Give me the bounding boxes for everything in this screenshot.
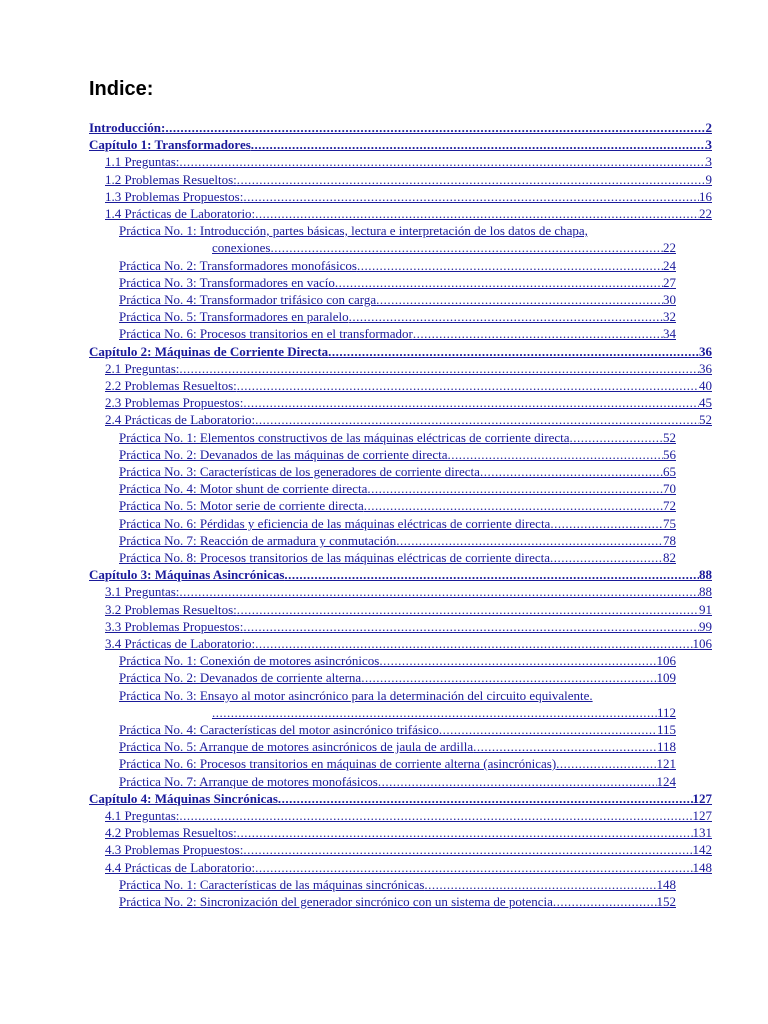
toc-page-number: 118 [656,739,676,754]
toc-page-number: 112 [656,705,676,720]
toc-practice-link[interactable] [119,325,676,342]
toc-page-number: 148 [692,860,712,875]
toc-section-link[interactable] [105,601,712,618]
toc-page-number: 3 [705,154,712,169]
toc-leader-dots [328,343,699,360]
toc-entry-text: Práctica No. 4: Motor shunt de corriente directa [119,481,368,496]
toc-page-number: 70 [663,481,676,496]
toc-page-number: 32 [663,309,676,324]
toc-leader-dots [335,274,663,291]
toc-entry-text: Práctica No. 3: Transformadores en vacío [119,275,335,290]
toc-entry-text: Práctica No. 2: Sincronización del generador sincrónico con un sistema de potencia [119,894,553,909]
toc-leader-dots [364,497,663,514]
toc-leader-dots [396,532,663,549]
toc-entry-text: 1.1 Preguntas: [105,154,180,169]
toc-entry-text: Práctica No. 5: Arranque de motores asincrónicos de jaula de ardilla [119,739,474,754]
toc-leader-dots [243,188,699,205]
toc-section-link[interactable] [105,618,712,635]
toc-leader-dots [379,652,656,669]
toc-entry-text: Práctica No. 5: Motor serie de corriente directa [119,498,364,513]
toc-page-number: 142 [692,842,712,857]
toc-section-link[interactable] [105,205,712,222]
toc-entry-text: 3.3 Problemas Propuestos: [105,619,244,634]
toc-page-number: 109 [656,670,676,685]
toc-page-number: 45 [699,395,712,410]
toc-entry-text: Práctica No. 1: Elementos constructivos de las máquinas eléctricas de corriente directa [119,430,570,445]
toc-leader-dots [439,721,657,738]
toc-entry-text: 2.1 Preguntas: [105,361,180,376]
toc-section-link[interactable] [105,635,712,652]
toc-entry-text: Práctica No. 5: Transformadores en paralelo [119,309,349,324]
toc-page-number: 72 [663,498,676,513]
toc-leader-dots [349,308,663,325]
toc-page-number: 27 [663,275,676,290]
toc-page-number: 88 [699,584,712,599]
toc-entry-text: Práctica No. 2: Devanados de las máquinas de corriente directa [119,447,448,462]
toc-section-link[interactable] [105,583,712,600]
toc-leader-dots [251,136,706,153]
toc-practice-link[interactable] [119,893,676,910]
toc-page-number: 78 [663,533,676,548]
toc-leader-dots [480,463,663,480]
toc-practice-link[interactable] [119,876,676,893]
toc-section-link[interactable] [105,824,712,841]
toc-leader-dots [556,755,656,772]
toc-entry-text: 2.3 Problemas Propuestos: [105,395,244,410]
toc-leader-dots [255,411,699,428]
toc-page-number: 3 [705,137,712,152]
toc-leader-dots [550,515,663,532]
toc-leader-dots [550,549,663,566]
toc-entry-text: Práctica No. 1: Introducción, partes básicas, lectura e interpretación de los datos de chapa, [119,223,588,238]
toc-leader-dots [473,738,657,755]
toc-page-number: 127 [692,808,712,823]
toc-page-number: 22 [699,206,712,221]
toc-leader-dots [278,790,693,807]
toc-entry-text: Práctica No. 8: Procesos transitorios de las máquinas eléctricas de corriente directa [119,550,551,565]
toc-practice-link[interactable] [119,755,676,772]
toc-leader-dots [243,394,699,411]
toc-entry-text: 4.1 Preguntas: [105,808,180,823]
toc-leader-dots [361,669,656,686]
toc-leader-dots [378,773,657,790]
toc-entry-text: Capítulo 1: Transformadores [89,137,251,152]
toc-page-number: 91 [699,602,712,617]
toc-entry-text: 2.2 Problemas Resueltos: [105,378,237,393]
toc-leader-dots [179,583,699,600]
toc-entry-text: Práctica No. 6: Procesos transitorios en el transformador [119,326,413,341]
toc-leader-dots [179,807,692,824]
toc-practice-link[interactable] [119,549,676,566]
toc-entry-text: 4.4 Prácticas de Laboratorio: [105,860,256,875]
toc-leader-dots [424,876,656,893]
toc-page-number: 56 [663,447,676,462]
toc-entry-text: Práctica No. 2: Devanados de corriente alterna [119,670,362,685]
toc-leader-dots [237,377,699,394]
toc-leader-dots [243,841,692,858]
toc-page-number: 131 [692,825,712,840]
toc-leader-dots [237,601,699,618]
toc-page-number: 24 [663,258,676,273]
toc-practice-link[interactable] [212,239,676,256]
toc-page-number: 36 [699,361,712,376]
index-title: Indice: [89,78,154,100]
toc-section-link[interactable] [105,807,712,824]
toc-entry-text: Capítulo 3: Máquinas Asincrónicas [89,567,285,582]
toc-practice-link[interactable] [119,429,676,446]
toc-page-number: 16 [699,189,712,204]
toc-entry-text: Práctica No. 6: Pérdidas y eficiencia de las máquinas eléctricas de corriente directa [119,516,551,531]
toc-practice-link[interactable] [119,463,676,480]
toc-section-link[interactable] [105,360,712,377]
toc-practice-link[interactable] [119,446,676,463]
toc-page-number: 115 [656,722,676,737]
toc-page-number: 106 [692,636,712,651]
toc-leader-dots [212,704,657,721]
toc-practice-link[interactable] [119,669,676,686]
toc-practice-link[interactable] [119,222,676,239]
toc-page-number: 40 [699,378,712,393]
toc-page-number: 22 [663,240,676,255]
toc-page-number: 36 [699,344,712,359]
toc-leader-dots [237,824,693,841]
toc-page-number: 30 [663,292,676,307]
toc-page-number: 34 [663,326,676,341]
toc-page-number: 124 [656,774,676,789]
toc-leader-dots [179,153,705,170]
toc-entry-text: 1.2 Problemas Resueltos: [105,172,237,187]
toc-entry-text: Práctica No. 7: Reacción de armadura y conmutación [119,533,397,548]
toc-section-link[interactable] [105,859,712,876]
toc-page-number: 9 [705,172,712,187]
toc-practice-link[interactable] [119,532,676,549]
toc-leader-dots [447,446,663,463]
toc-leader-dots [165,119,705,136]
toc-practice-link[interactable] [119,773,676,790]
toc-leader-dots [376,291,663,308]
toc-section-link[interactable] [105,188,712,205]
toc-section-link[interactable] [105,394,712,411]
toc-leader-dots [570,429,664,446]
toc-chapter-link[interactable] [89,790,712,807]
toc-section-link[interactable] [105,171,712,188]
toc-entry-text: Introducción: [89,120,166,135]
toc-leader-dots [179,360,699,377]
toc-page-number: 148 [656,877,676,892]
toc-leader-dots [237,171,706,188]
toc-leader-dots [367,480,663,497]
toc-entry-text: 3.2 Problemas Resueltos: [105,602,237,617]
toc-entry-text: 4.3 Problemas Propuestos: [105,842,244,857]
toc-entry-text: Práctica No. 1: Conexión de motores asincrónicos [119,653,380,668]
toc-section-link[interactable] [105,377,712,394]
toc-section-link[interactable] [105,153,712,170]
toc-leader-dots [553,893,657,910]
toc-chapter-link[interactable] [89,566,712,583]
toc-practice-link[interactable] [119,274,676,291]
toc-page-number: 152 [656,894,676,909]
toc-practice-link[interactable] [119,257,676,274]
toc-page-number: 127 [692,791,712,806]
toc-entry-text: 2.4 Prácticas de Laboratorio: [105,412,256,427]
toc-entry-text: Práctica No. 6: Procesos transitorios en máquinas de corriente alterna (asincrónicas) [119,756,557,771]
toc-entry-text: Práctica No. 1: Características de las máquinas sincrónicas [119,877,425,892]
toc-entry-text: Capítulo 4: Máquinas Sincrónicas [89,791,278,806]
toc-page-number: 52 [699,412,712,427]
toc-entry-text: Práctica No. 7: Arranque de motores monofásicos [119,774,378,789]
toc-chapter-link[interactable] [89,136,712,153]
toc-practice-link[interactable] [119,687,676,704]
toc-leader-dots [270,239,663,256]
toc-page-number: 2 [705,120,712,135]
toc-chapter-link[interactable] [89,119,712,136]
toc-page-number: 121 [656,756,676,771]
toc-practice-link[interactable] [119,652,676,669]
toc-page-number: 75 [663,516,676,531]
toc-practice-link[interactable] [119,721,676,738]
toc-page-number: 65 [663,464,676,479]
toc-leader-dots [284,566,699,583]
toc-entry-text: Práctica No. 2: Transformadores monofásicos [119,258,357,273]
toc-practice-link[interactable] [119,308,676,325]
toc-leader-dots [243,618,699,635]
toc-page-number: 82 [663,550,676,565]
toc-entry-text: conexiones [212,240,271,255]
toc-entry-text: 1.3 Problemas Propuestos: [105,189,244,204]
toc-chapter-link[interactable] [89,343,712,360]
toc-entry-text: Práctica No. 3: Características de los generadores de corriente directa [119,464,480,479]
toc-entry-text: 4.2 Problemas Resueltos: [105,825,237,840]
toc-entry-text: 1.4 Prácticas de Laboratorio: [105,206,256,221]
toc-practice-link[interactable] [119,738,676,755]
toc-leader-dots [413,325,663,342]
toc-practice-link[interactable] [119,480,676,497]
toc-leader-dots [357,257,663,274]
toc-page-number: 99 [699,619,712,634]
toc-section-link[interactable] [105,841,712,858]
toc-entry-text: 3.4 Prácticas de Laboratorio: [105,636,256,651]
toc-page-number: 52 [663,430,676,445]
toc-entry-text: Práctica No. 4: Características del motor asincrónico trifásico [119,722,439,737]
toc-entry-text: 3.1 Preguntas: [105,584,180,599]
toc-practice-link[interactable] [212,704,676,721]
toc-section-link[interactable] [105,411,712,428]
toc-entry-text: Capítulo 2: Máquinas de Corriente Directa [89,344,329,359]
toc-practice-link[interactable] [119,291,676,308]
toc-entry-text: Práctica No. 4: Transformador trifásico con carga [119,292,377,307]
toc-practice-link[interactable] [119,515,676,532]
toc-leader-dots [255,859,692,876]
toc-page-number: 88 [699,567,712,582]
toc-entry-text: Práctica No. 3: Ensayo al motor asincrónico para la determinación del circuito equivalente. [119,688,593,703]
toc-leader-dots [255,635,692,652]
toc-page-number: 106 [656,653,676,668]
toc-leader-dots [255,205,699,222]
toc-practice-link[interactable] [119,497,676,514]
